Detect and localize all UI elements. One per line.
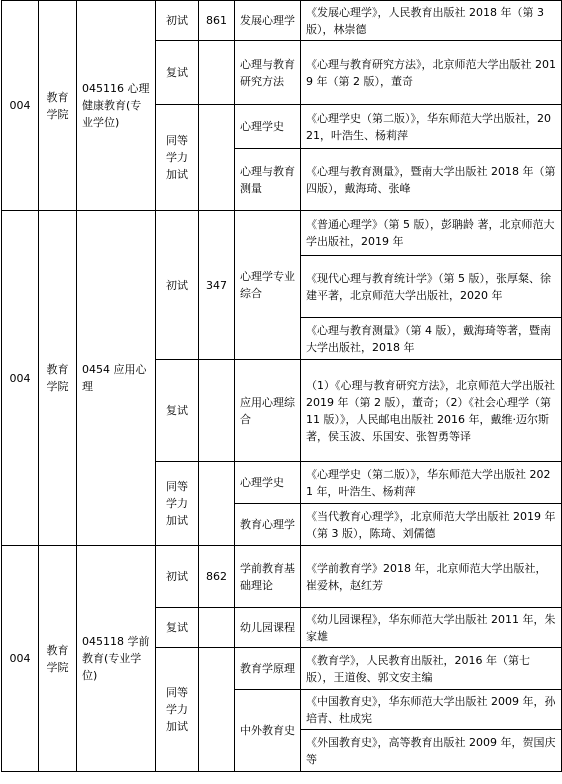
reference-book: 《当代教育心理学》，北京师范大学出版社 2019 年（第 3 版），陈琦、刘儒德 — [301, 504, 562, 546]
exam-stage: 复试 — [156, 360, 199, 462]
college-name: 教育学院 — [39, 546, 77, 772]
exam-stage: 初试 — [156, 546, 199, 608]
unit-code: 004 — [2, 1, 39, 211]
reference-book: 《现代心理与教育统计学》（第 5 版），张厚粲、徐建平著，北京师范大学出版社，2020 年 — [301, 256, 562, 318]
reference-book: 《外国教育史》，高等教育出版社 2009 年，贺国庆等 — [301, 730, 562, 772]
reference-book: 《中国教育史》，华东师范大学出版社 2009 年，孙培青、杜成宪 — [301, 690, 562, 730]
major-name: 045116 心理健康教育(专业学位) — [77, 1, 156, 211]
subject-code — [199, 608, 235, 648]
college-name: 教育学院 — [39, 211, 77, 546]
exam-stage: 同等学力加试 — [156, 462, 199, 546]
admissions-table — [1, 0, 562, 772]
major-name: 0454 应用心理 — [77, 211, 156, 546]
table-row — [2, 211, 562, 256]
subject-code: 861 — [199, 1, 235, 41]
subject-name: 教育心理学 — [235, 504, 301, 546]
subject-name: 幼儿园课程 — [235, 608, 301, 648]
subject-name: 心理学史 — [235, 462, 301, 504]
subject-name: 心理学专业综合 — [235, 211, 301, 360]
subject-code — [199, 41, 235, 105]
table-row — [2, 1, 562, 41]
college-name: 教育学院 — [39, 1, 77, 211]
unit-code: 004 — [2, 211, 39, 546]
subject-name: 发展心理学 — [235, 1, 301, 41]
reference-book: 《发展心理学》，人民教育出版社 2018 年（第 3 版），林崇德 — [301, 1, 562, 41]
reference-book: 《心理与教育研究方法》，北京师范大学出版社 2019 年（第 2 版），董奇 — [301, 41, 562, 105]
subject-name: 心理与教育研究方法 — [235, 41, 301, 105]
table-row — [2, 546, 562, 608]
subject-code — [199, 360, 235, 462]
reference-book: 《心理与教育测量》，暨南大学出版社 2018 年（第四版），戴海琦、张峰 — [301, 149, 562, 211]
reference-book: （1）《心理与教育研究方法》，北京师范大学出版社 2019 年（第 2 版），董奇；（2）《社会心理学（第 11 版）》，人民邮电出版社 2016 年，戴维·迈尔斯著，侯玉波、乐国安、张智勇等译 — [301, 360, 562, 462]
reference-book: 《幼儿园课程》，华东师范大学出版社 2011 年，朱家雄 — [301, 608, 562, 648]
subject-code — [199, 462, 235, 546]
exam-stage: 初试 — [156, 1, 199, 41]
reference-book: 《心理学史（第二版）》，华东师范大学出版社，2021，叶浩生、杨莉萍 — [301, 105, 562, 149]
subject-code: 862 — [199, 546, 235, 608]
exam-stage: 同等学力加试 — [156, 105, 199, 211]
exam-stage: 复试 — [156, 41, 199, 105]
subject-name: 教育学原理 — [235, 648, 301, 690]
major-name: 045118 学前教育(专业学位) — [77, 546, 156, 772]
subject-name: 心理学史 — [235, 105, 301, 149]
subject-code — [199, 648, 235, 772]
subject-name: 应用心理综合 — [235, 360, 301, 462]
unit-code: 004 — [2, 546, 39, 772]
subject-code: 347 — [199, 211, 235, 360]
subject-name: 学前教育基础理论 — [235, 546, 301, 608]
exam-stage: 复试 — [156, 608, 199, 648]
reference-book: 《心理学史（第二版）》，华东师范大学出版社 2021 年，叶浩生、杨莉萍 — [301, 462, 562, 504]
subject-name: 心理与教育测量 — [235, 149, 301, 211]
reference-book: 《教育学》，人民教育出版社，2016 年（第七版），王道俊、郭文安主编 — [301, 648, 562, 690]
reference-book: 《学前教育学》2018 年，北京师范大学出版社，崔爱林，赵红芳 — [301, 546, 562, 608]
exam-stage: 初试 — [156, 211, 199, 360]
exam-stage: 同等学力加试 — [156, 648, 199, 772]
subject-name: 中外教育史 — [235, 690, 301, 772]
reference-book: 《普通心理学》（第 5 版），彭聃龄 著，北京师范大学出版社，2019 年 — [301, 211, 562, 256]
subject-code — [199, 105, 235, 211]
reference-book: 《心理与教育测量》（第 4 版），戴海琦等著，暨南大学出版社，2018 年 — [301, 318, 562, 360]
